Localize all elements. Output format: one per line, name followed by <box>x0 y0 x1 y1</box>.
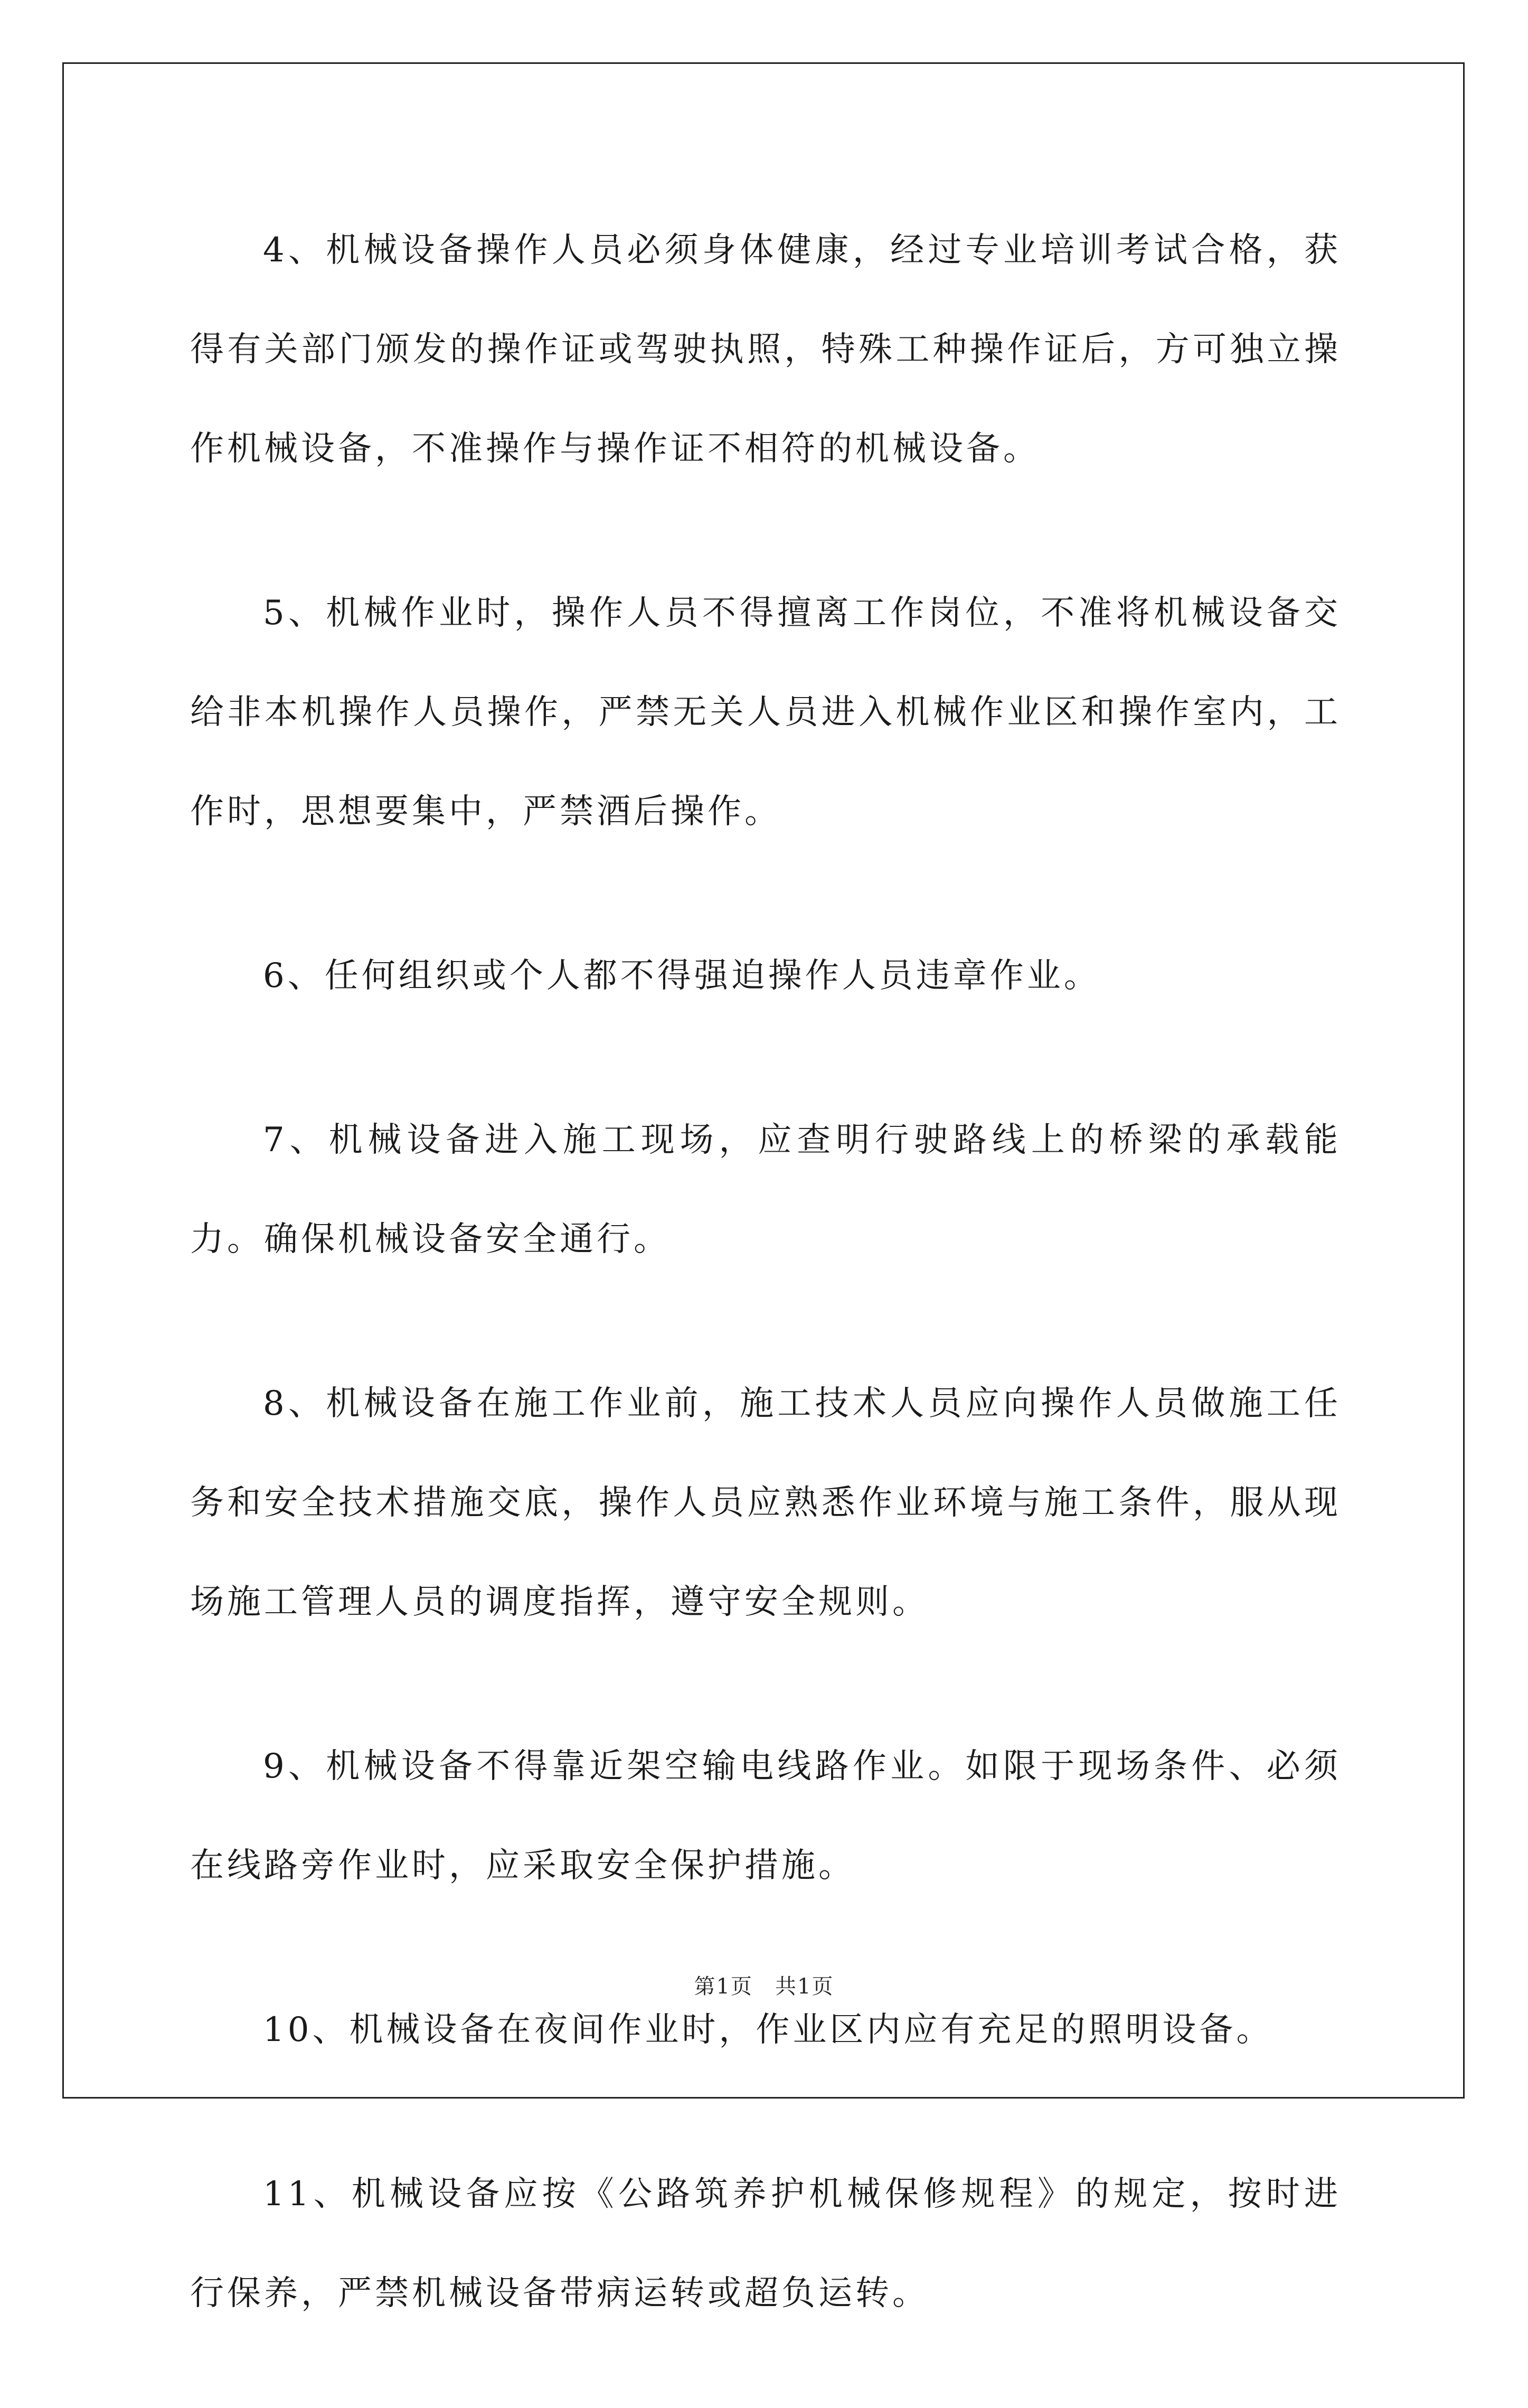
paragraph-item-6: 6、任何组织或个人都不得强迫操作人员违章作业。 <box>263 956 1101 995</box>
paragraph-item-7: 7、机械设备进入施工现场，应查明行驶路线上的桥梁的承载能力。确保机械设备安全通行。 <box>190 1121 1341 1259</box>
document-body <box>190 201 1341 2408</box>
paragraph-item-4: 4、机械设备操作人员必须身体健康，经过专业培训考试合格，获得有关部门颁发的操作证或驾驶执照，特殊工种操作证后，方可独立操作机械设备，不准操作与操作证不相符的机械设备。 <box>190 231 1341 468</box>
paragraph-item-9: 9、机械设备不得靠近架空输电线路作业。如限于现场条件、必须在线路旁作业时，应采取安全保护措施。 <box>190 1747 1341 1885</box>
paragraph-item-5: 5、机械作业时，操作人员不得擅离工作岗位，不准将机械设备交给非本机操作人员操作，严禁无关人员进入机械作业区和操作室内，工作时，思想要集中，严禁酒后操作。 <box>190 594 1341 831</box>
paragraph-item-10: 10、机械设备在夜间作业时，作业区内应有充足的照明设备。 <box>263 2010 1274 2049</box>
paragraph-item-11: 11、机械设备应按《公路筑养护机械保修规程》的规定，按时进行保养，严禁机械设备带病运转或超负运转。 <box>190 2175 1341 2313</box>
page-footer: 第1页 共1页 <box>694 1974 834 1999</box>
paragraph-item-8: 8、机械设备在施工作业前，施工技术人员应向操作人员做施工任务和安全技术措施交底，操作人员应熟悉作业环境与施工条件，服从现场施工管理人员的调度指挥，遵守安全规则。 <box>190 1384 1341 1622</box>
